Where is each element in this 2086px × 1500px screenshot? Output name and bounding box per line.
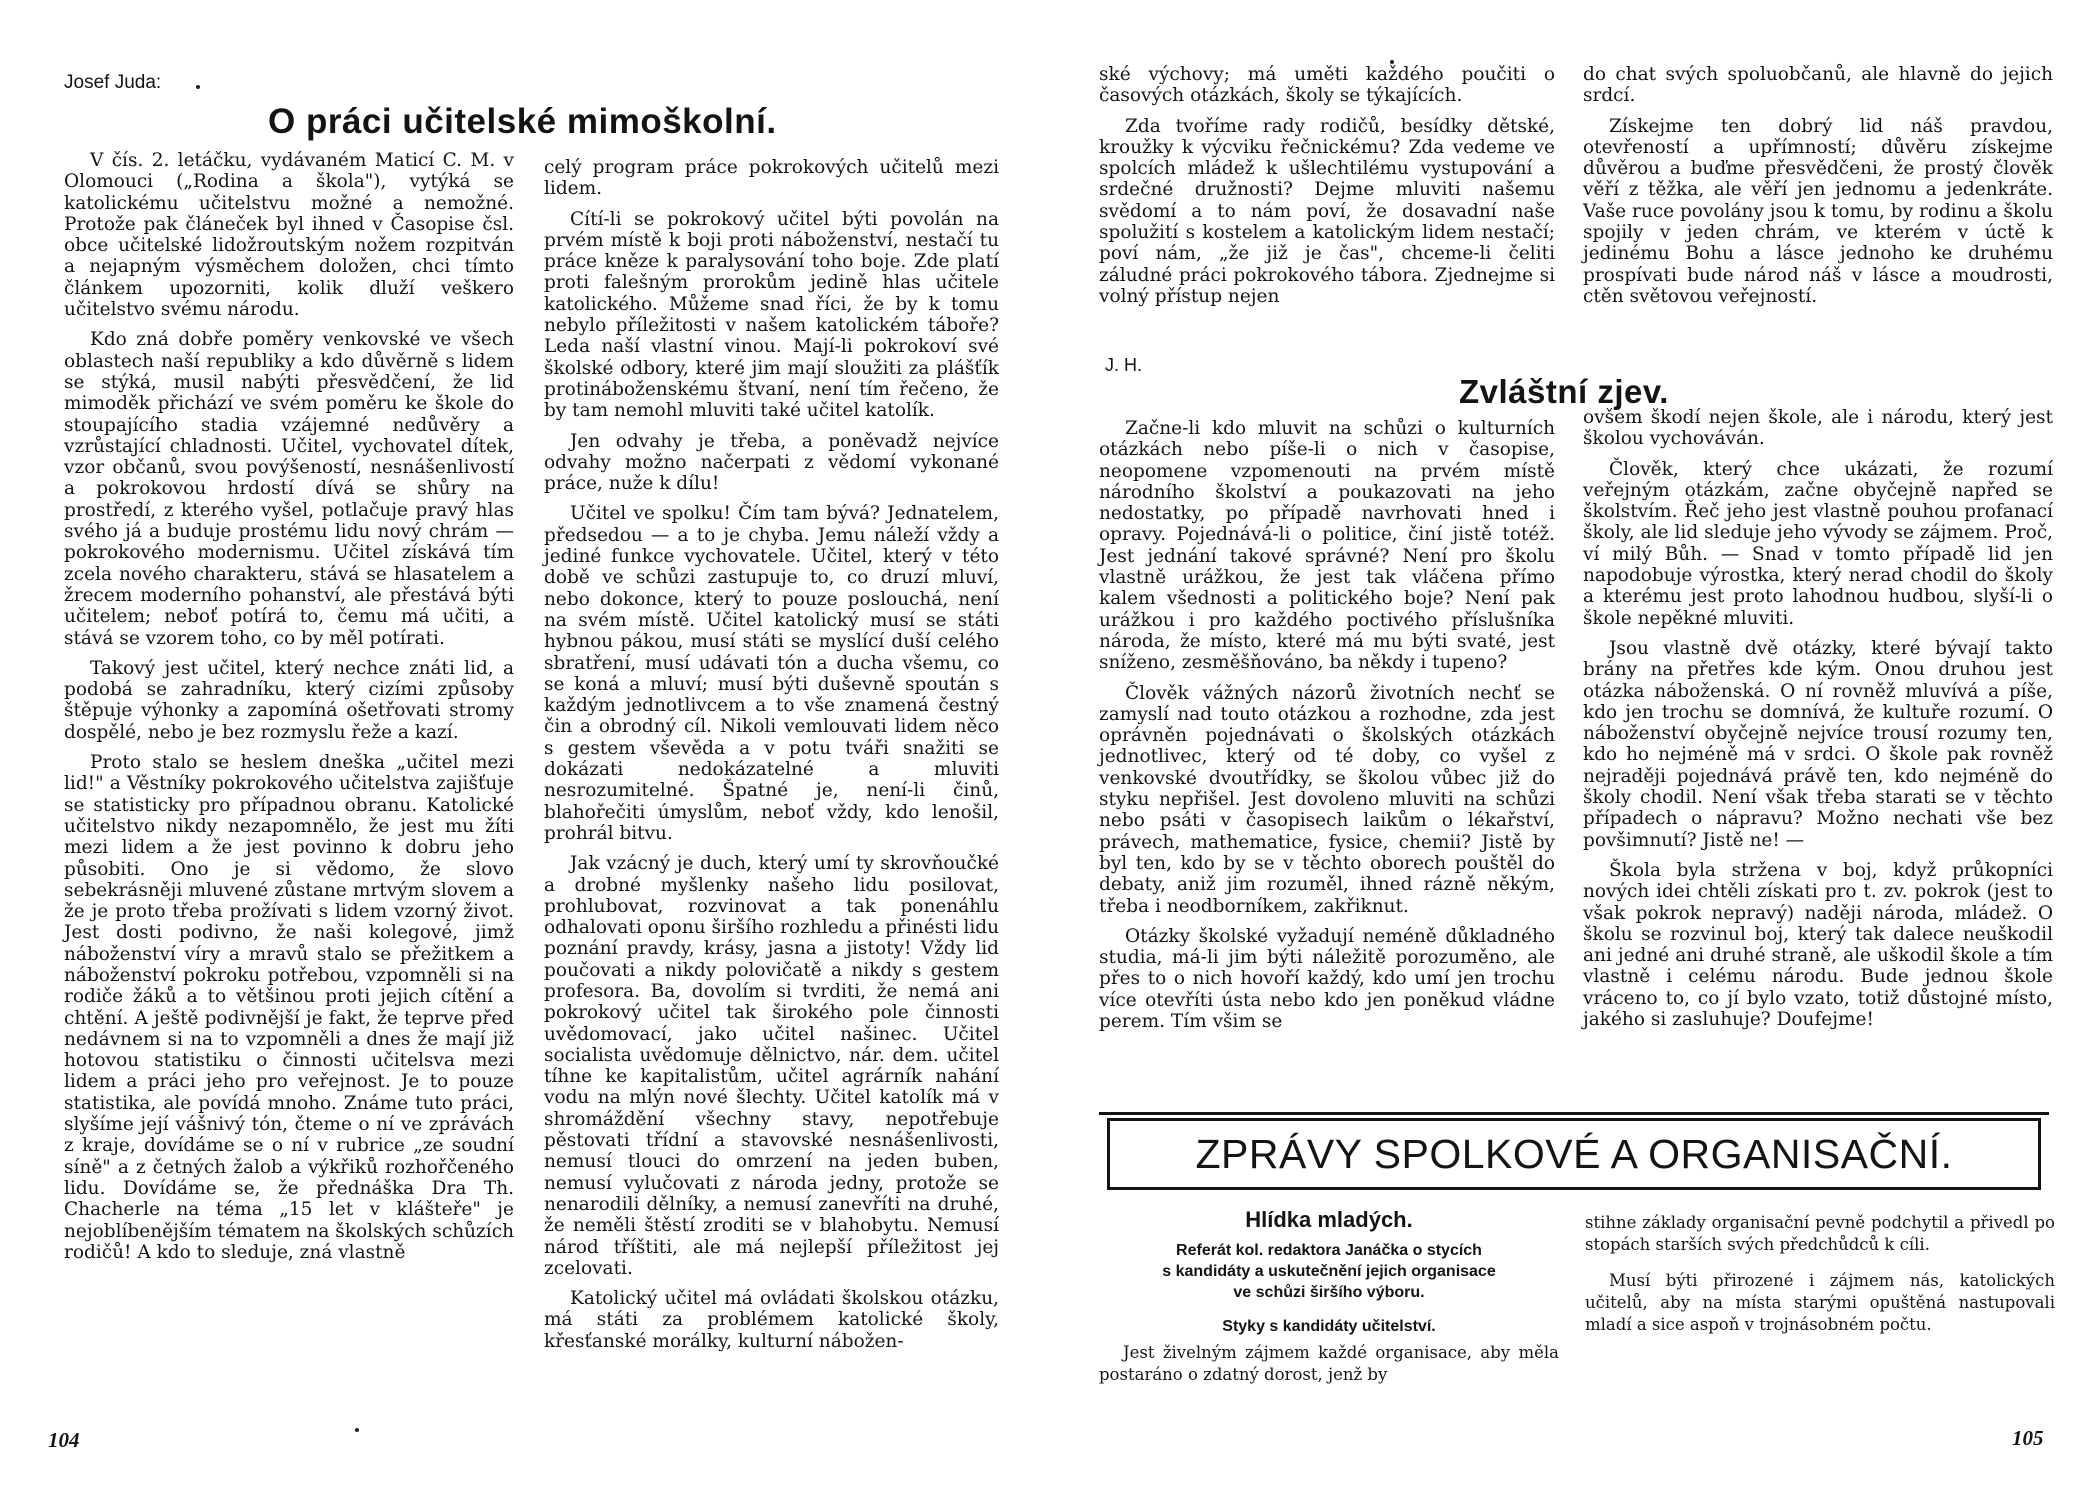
- paragraph: Zda tvoříme rady rodičů, besídky dětské, kroužky k výcviku řečnickému? Zda vedeme ve spolcích mládež k ušlechtilému vystupování a srdečné družnosti? Dejme mluviti našemu svědomí a to nám poví, že dosavadní naše spolužití s kostelem a katolickým lidem nestačí; poví nám, „že již je čas", chceme-li čeliti záludné práci pokrokového tábora. Zjednejme si volný přístup nejen: [1099, 115, 1555, 307]
- summary-line: Referát kol. redaktora Janáčka o stycích: [1176, 1242, 1482, 1259]
- paragraph: Musí býti přirozené i zájmem nás, katolických učitelů, aby na místa starými opuštěná nastupovali mladí a sice aspoň v trojnásobném počtu.: [1585, 1271, 2055, 1334]
- paragraph: Získejme ten dobrý lid náš pravdou, otevřeností a upřímností; důvěru získejme důvěrou a buďme přesvědčeni, že prostý člověk věří z těžka, ale věří jen jednomu a jedenkráte. Vaše ruce povolány jsou k tomu, by rodinu a školu spojily v jeden chrám, ve kterém v úctě k jedinému Bohu a lásce jednoho ke druhému prospívati bude národ náš v lásce a moudrosti, ctěn světovou veřejností.: [1583, 115, 2053, 307]
- summary-line: ve schůzi širšího výboru.: [1233, 1284, 1425, 1301]
- paragraph: Učitel ve spolku! Čím tam bývá? Jednatelem, předsedou — a to je chyba. Jemu náleží vždy a jediné funkce vychovatele. Učitel, který v této době ve schůzi zastupuje to, co druzí mluví, nebo dokonce, který to pouze poslouchá, není na svém místě. Učitel katolický musí se státi hybnou pákou, musí státi se myslící duší celého sbratření, musí udávati tón a ducha všemu, co se koná a mluví; musí býti duševně spoután s každým jednotlivcem a to vše znamená čestný čin a obrodný cíl. Nikoli vemlouvati lidem něco s gestem vševěda a v potu tváři snažiti se dokázati nedokázatelné a mluviti nesrozumitelné. Špatné je, není-li činů, blahořečiti úmyslům, neboť vždy, kdo lenošil, prohrál bitvu.: [544, 503, 999, 844]
- text-column-3: [1099, 418, 1555, 1032]
- right-page: [1035, 0, 2086, 1500]
- article-author: Josef Juda:: [64, 72, 162, 93]
- paragraph: Katolický učitel má ovládati školskou otázku, má státi za problémem katolické školy, křesťanské morálky, kulturní nábožen-: [544, 1288, 999, 1352]
- text-column-4: [1583, 407, 2053, 1030]
- paragraph: ské výchovy; má uměti každého poučiti o časových otázkách, školy se týkajících.: [1099, 64, 1555, 107]
- section-text-column-2: [1585, 1212, 2055, 1336]
- paragraph: Jest živelným zájmem každé organisace, aby měla postaráno o zdatný dorost, jenž by: [1099, 1343, 1559, 1384]
- page-number: 105: [2012, 1426, 2044, 1450]
- section-banner: ZPRÁVY SPOLKOVÉ A ORGANISAČNÍ.: [1107, 1118, 2041, 1190]
- print-speck: [196, 85, 200, 89]
- paragraph: Jak vzácný je duch, který umí ty skrovňoučké a drobné myšlenky našeho lidu posilovat, prohlubovat, rozvinovat a tak ponenáhlu odhalovati oponu širšího rozhledu a přinésti lidu poznání pravdy, krásy, jasna a jistoty! Vždy lid poučovati a nikdy polovičatě a nikdy s gestem profesora. Ba, dovolím si tvrditi, že nemá ani pokrokový učitel tak širokého pole činnosti uvědomovací, jako učitel našinec. Učitel socialista uvědomuje dělnictvo, nár. dem. učitel tíhne ke kapitalistům, učitel agrárník nahání vodu na mlýn nové šlechty. Učitel katolík má v shromáždění všechny stavy, nepotřebuje pěstovati třídní a stavovské nesnášenlivosti, nemusí tlouci do omrzení na jeden buben, nemusí vylučovati z národa jedny, protože se nenarodili dělníky, a nemusí zanevříti na druhé, že neměli štěstí zroditi se v blahobytu. Nemusí národ tříštiti, ale má nejlepší příležitost jej zcelovati.: [544, 853, 999, 1279]
- paragraph: Jen odvahy je třeba, a poněvadž nejvíce odvahy možno načerpati z vědomí vykonané práce, nuže k dílu!: [544, 430, 999, 495]
- section-subheading: Styky s kandidáty učitelství.: [1222, 1318, 1436, 1335]
- article-title: Zvláštní zjev.: [1459, 373, 1669, 410]
- section-rule: [1099, 1112, 2049, 1115]
- text-column-2: [1583, 64, 2053, 307]
- paragraph: V čís. 2. letáčku, vydávaném Maticí C. M. v Olomouci („Rodina a škola"), vytýká se katolickému učitelstvu možné a nemožné. Protože pak článeček byl ihned v Časopise čsl. obce učitelské lidožroutským nožem rozpitván a nejapným výsměchem doložen, chci tímto článkem upozorniti, kolik dluží veškero učitelstvo svému národu.: [64, 150, 514, 321]
- section-heading: Hlídka mladých.: [1245, 1207, 1413, 1232]
- page-number: 104: [48, 1428, 80, 1452]
- section-text: [1099, 1342, 1559, 1386]
- paragraph: Takový jest učitel, který nechce znáti lid, a podobá se zahradníku, který cizími způsoby štěpuje výhonky a zapomíná ošetřovati stromy dospělé, nebo je bez rozmyslu řeže a kazí.: [64, 657, 514, 743]
- paragraph: ovšem škodí nejen škole, ale i národu, který jest školou vychováván.: [1583, 407, 2053, 450]
- paragraph: celý program práce pokrokových učitelů mezi lidem.: [544, 157, 999, 200]
- paragraph: do chat svých spoluobčanů, ale hlavně do jejich srdcí.: [1583, 64, 2053, 107]
- summary-line: s kandidáty a uskutečnění jejich organisace: [1162, 1263, 1496, 1280]
- article-title: O práci učitelské mimoškolní.: [268, 102, 777, 141]
- text-column-1: [1099, 64, 1555, 307]
- paragraph: Začne-li kdo mluvit na schůzi o kulturních otázkách nebo píše-li o nich v časopise, neopomene vzpomenouti na prvém místě národního školství a poukazovati na jeho nedostatky, po případě navrhovati hned i opravy. Pojednává-li o politice, činí jistě totéž. Jest jednání takové správné? Není pro školu vlastně urážkou, že jest tak vláčena přímo kalem všednosti a politického boje? Není pak urážkou i pro každého poctivého příslušníka národa, že místo, které má mu býti svaté, jest sníženo, zesměšňováno, ba někdy i tupeno?: [1099, 418, 1555, 674]
- paragraph: Otázky školské vyžadují neméně důkladného studia, má-li jim býti náležitě porozuměno, ale přes to o nich hovoří každý, kdo umí jen trochu více otevříti ústa nebo kdo jen poněkud vládne perem. Tím všim se: [1099, 925, 1555, 1033]
- section-summary: [1099, 1240, 1559, 1303]
- paragraph: Člověk, který chce ukázati, že rozumí veřejným otázkám, začne obyčejně napřed se školstvím. Řeč jeho jest vlastně pouhou profanací školy, ale lid sleduje jeho vývody se zájmem. Proč, ví milý Bůh. — Snad v tomto případě lid jen napodobuje výrostka, který nerad chodil do školy a kterému jest proto lahodnou hudbou, slyší-li o škole nepěkné mluviti.: [1583, 458, 2053, 629]
- paragraph: Cítí-li se pokrokový učitel býti povolán na prvém místě k boji proti náboženství, nestačí tu práce kněze k paralysování toho boje. Zde platí proti falešným prorokům jedině hlas učitele katolického. Můžeme snad říci, že by k tomu nebylo příležitosti v našem katolickém táboře? Leda naší vlastní vinou. Mají-li pokrokoví své školské odbory, které jim mají sloužiti za plášťík protináboženskému štvaní, není tím řečeno, že by tam nemohl mluviti také učitel katolík.: [544, 208, 999, 422]
- paragraph: Kdo zná dobře poměry venkovské ve všech oblastech naší republiky a kdo důvěrně s lidem se stýká, musil nabýti přesvědčení, že lid mimoděk přichází ve svém poměru ke škole do stoupajícího stadia vzájemné nedůvěry a vzrůstající chladnosti. Učitel, vychovatel dítek, vzor občanů, svou povýšeností, nesnášenlivostí a pokrokovou hrdostí dívá se shůry na prostředí, z kterého vyšel, potlačuje pravý hlas svého já a buduje prostému lidu nový chrám — pokrokového modernismu. Učitel získává tím zcela nového charakteru, stává se hlasatelem a žrecem moderního pohanství, ale přestává býti učitelem; neboť potírá to, čemu má učiti, a stává se vzorem toho, co by měl potírati.: [64, 329, 514, 649]
- paragraph: Proto stalo se heslem dneška „učitel mezi lid!" a Věstníky pokrokového učitelstva zajišťuje se statisticky pro případnou obranu. Katolické učitelstvo nikdy nezapomnělo, že jest mu žíti mezi lidem a že jest povinno k dobru jeho působiti. Ono je si vědomo, že slovo sebekrásněji mluvené zůstane mrtvým slovem a že je proto třeba prožívati s lidem vzorný život. Jest dosti podivno, že naši kolegové, jimž náboženství víry a mravů stalo se přežitkem a náboženství pokroku potřebou, vzpomněli si na rodiče žáků a to většinou proti jejich cítění a chtění. A ještě podivnější je fakt, že teprve před nedávnem si na to vzpomněli a dnes že mají již hotovou statistiku o činnosti učitelsva mezi lidem a práci jeho pro veřejnost. Je to pouze statistika, ale povídá mnoho. Známe tuto práci, slyšíme její vášnivý tón, čteme o ní ve zprávách z kraje, dovídáme se o ní v rubrice „ze soudní síně" a z četných žalob a výkřiků rozhořčeného lidu. Dovídáme se, že přednáška Dra Th. Chacherle na téma „15 let v klášteře" je nejoblíbenějším tématem na školských schůzích rodičů! A kdo to sleduje, zná vlastně: [64, 752, 514, 1263]
- print-speck: [355, 1428, 359, 1432]
- text-column-1: [64, 150, 514, 1263]
- left-page: [0, 0, 1030, 1500]
- paragraph: stihne základy organisační pevně podchytil a přivedl po stopách starších svých předchůdců k cíli.: [1585, 1213, 2055, 1254]
- paragraph: Člověk vážných názorů životních nechť se zamyslí nad touto otázkou a rozhodne, zda jest oprávněn pojednávati o školských otázkách jednotlivec, který od té doby, co vyšel z venkovské dvoutřídky, se školou vůbec již do styku nepřišel. Jest dovoleno mluviti na schůzi nebo psáti v časopisech laikům o lékařství, právech, mathematice, fysice, chemii? Jistě by byl ten, kdo by se v těchto oborech pouštěl do debaty, aniž jim rozuměl, ihned rázně někým, třeba i neodborníkem, zakřiknut.: [1099, 682, 1555, 917]
- paragraph: Jsou vlastně dvě otázky, které bývají takto brány na přetřes kde kým. Onou druhou jest otázka náboženská. O ní rovněž mluvívá a píše, kdo jen trochu se domnívá, že kultuře rozumí. O náboženství obyčejně nejvíce trousí rozumy ten, kdo ho nejméně má v srdci. O škole pak rovněž nejraději pojednává právě ten, kdo nejméně do školy chodil. Není však třeba starati se v těchto případech o nápravu? Možno nechati vše bez povšimnutí? Jistě ne! —: [1583, 637, 2053, 851]
- print-speck: [1390, 60, 1394, 64]
- text-column-2: [544, 157, 999, 1352]
- paragraph: Škola byla stržena v boj, když průkopníci nových idei chtěli získati pro t. zv. pokrok (jest to však pokrok nepravý) naději národa, mládež. O školu se rozvinul boj, který tak dalece neuškodil ani jedné ani druhé straně, ale uškodil škole a tím vlastně i celému národu. Bude jednou škole vráceno to, co jí bylo vzato, totiž důstojné místo, jakého si zasluhuje? Doufejme!: [1583, 859, 2053, 1031]
- article-author: J. H.: [1105, 355, 1143, 375]
